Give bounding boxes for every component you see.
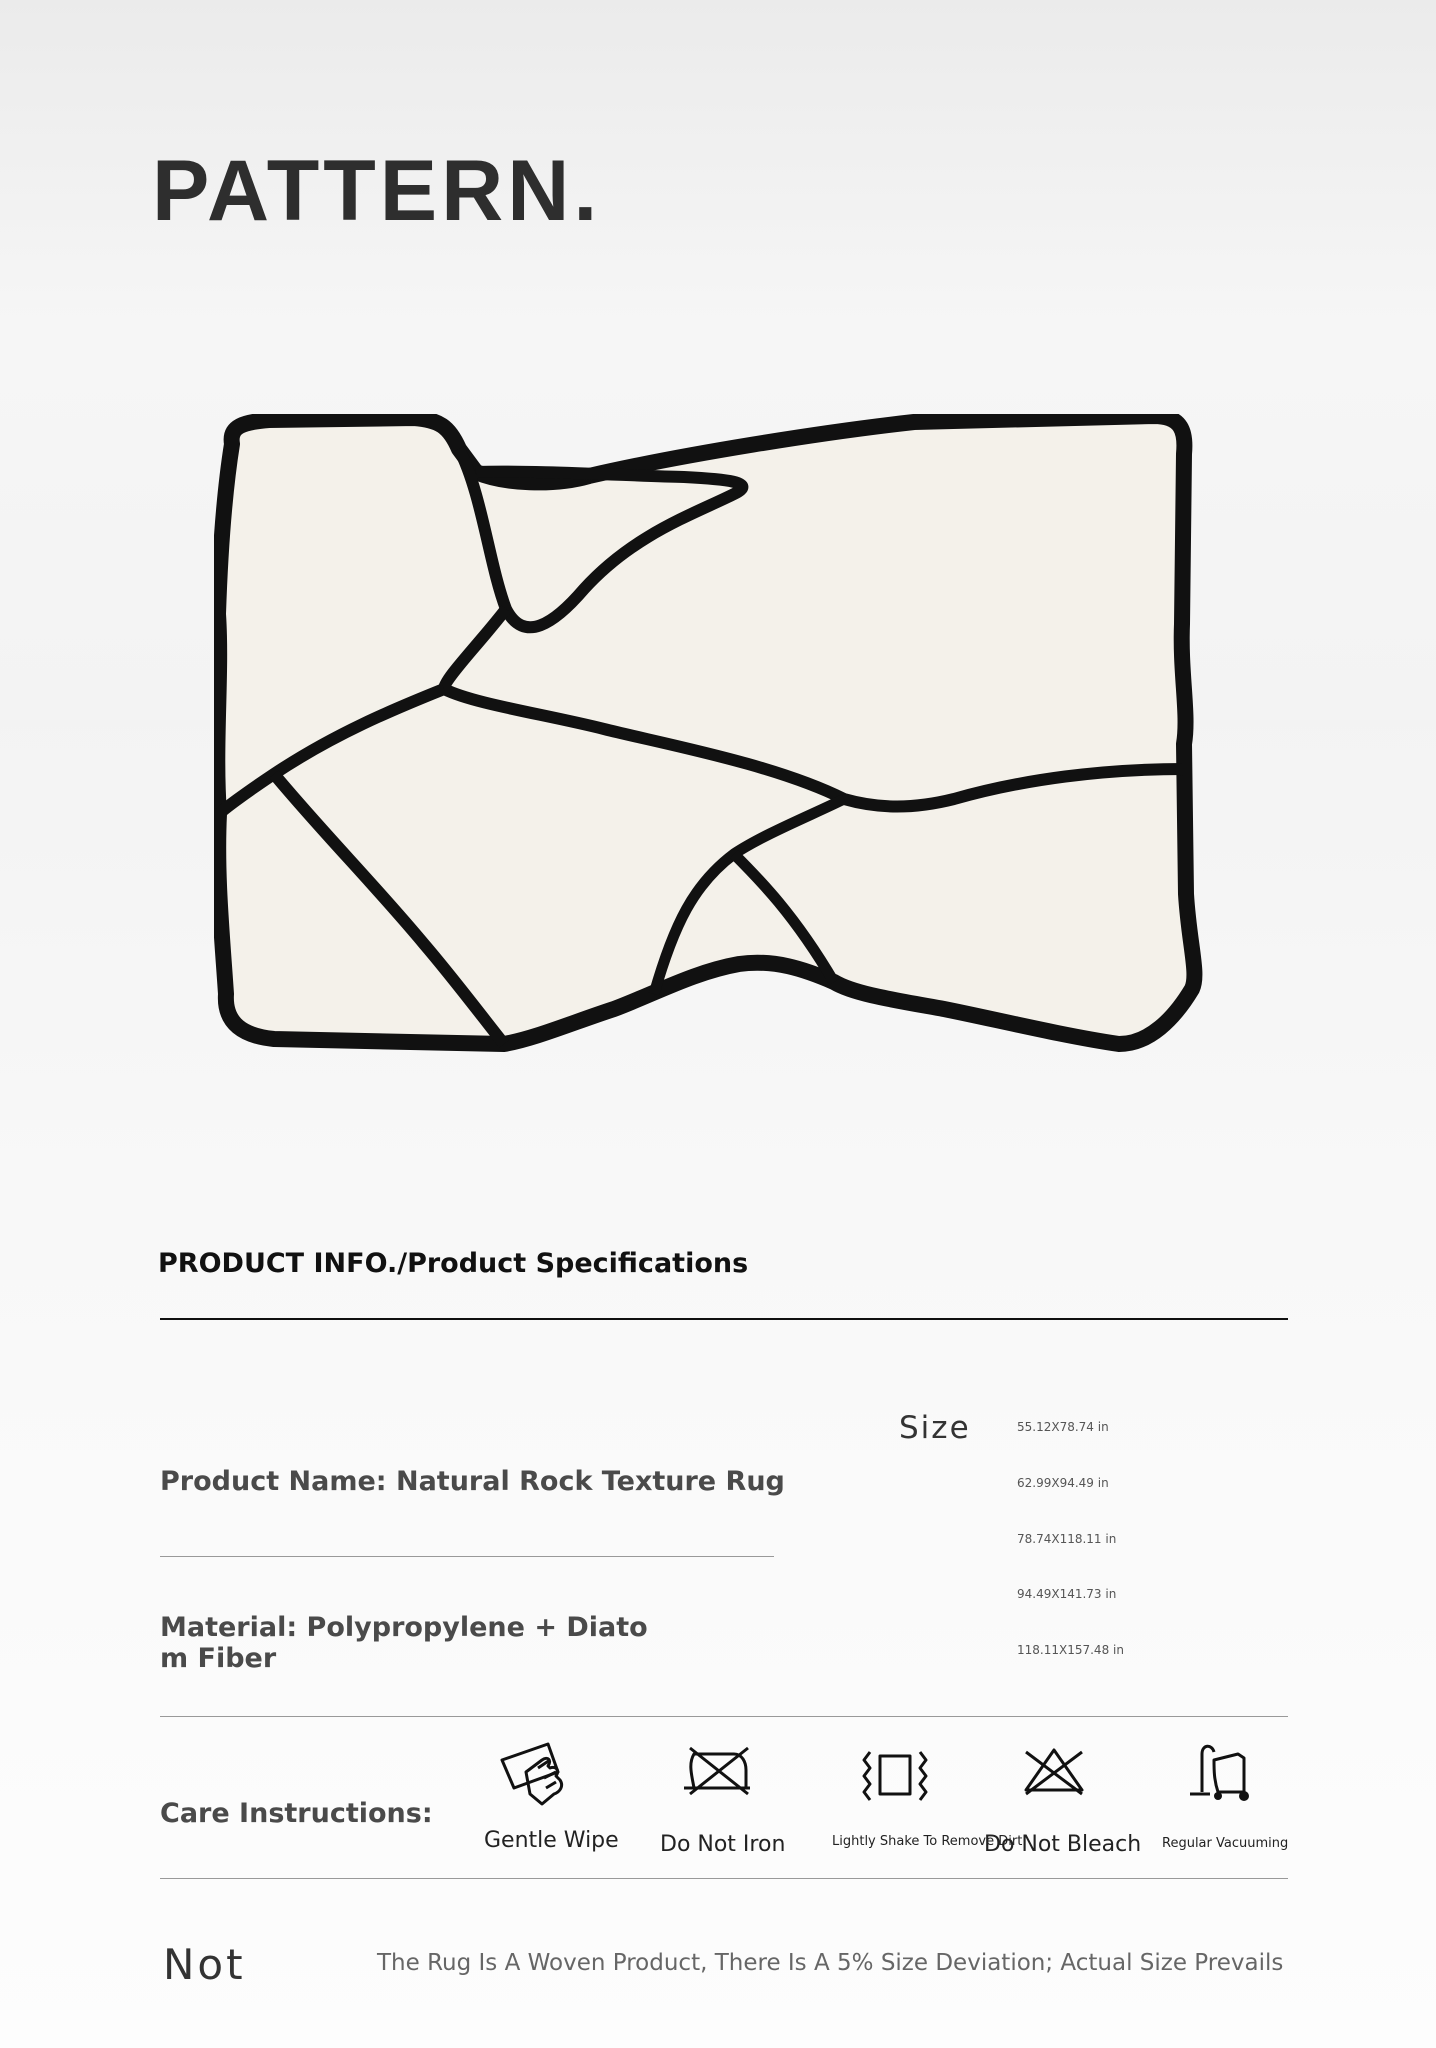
name-divider bbox=[160, 1556, 774, 1557]
size-option: 55.12X78.74 in bbox=[1017, 1420, 1109, 1434]
care-item-label: Do Not Bleach bbox=[984, 1832, 1142, 1857]
size-option: 78.74X118.11 in bbox=[1017, 1532, 1117, 1546]
shake-icon bbox=[856, 1742, 936, 1814]
vacuum-icon bbox=[1184, 1736, 1264, 1808]
care-item-label: Do Not Iron bbox=[660, 1832, 786, 1857]
size-option: 62.99X94.49 in bbox=[1017, 1476, 1109, 1490]
care-item-label: Gentle Wipe bbox=[484, 1828, 619, 1853]
rug-image bbox=[214, 414, 1206, 1062]
care-item-label: Lightly Shake To Remove Dirt bbox=[832, 1834, 1023, 1849]
material-line-1: Material: Polypropylene + Diato bbox=[160, 1612, 648, 1643]
gentle-wipe-icon bbox=[498, 1738, 578, 1810]
care-label: Care Instructions: bbox=[160, 1798, 433, 1829]
size-option: 94.49X141.73 in bbox=[1017, 1587, 1117, 1601]
do-not-bleach-icon bbox=[1016, 1738, 1096, 1810]
note-text: The Rug Is A Woven Product, There Is A 5% Size Deviation; Actual Size Prevails bbox=[377, 1950, 1284, 1976]
care-divider bbox=[160, 1878, 1288, 1879]
heading-divider bbox=[160, 1318, 1288, 1320]
size-option: 118.11X157.48 in bbox=[1017, 1643, 1124, 1657]
size-label: Size bbox=[899, 1410, 971, 1446]
brand-title: PATTERN. bbox=[152, 143, 602, 239]
product-name: Product Name: Natural Rock Texture Rug bbox=[160, 1466, 785, 1497]
care-item-label: Regular Vacuuming bbox=[1162, 1836, 1289, 1851]
note-title: Not bbox=[163, 1940, 246, 1989]
material-line-2: m Fiber bbox=[160, 1643, 277, 1674]
material-divider bbox=[160, 1716, 1288, 1717]
section-heading: PRODUCT INFO./Product Specifications bbox=[158, 1248, 749, 1279]
do-not-iron-icon bbox=[680, 1740, 760, 1812]
